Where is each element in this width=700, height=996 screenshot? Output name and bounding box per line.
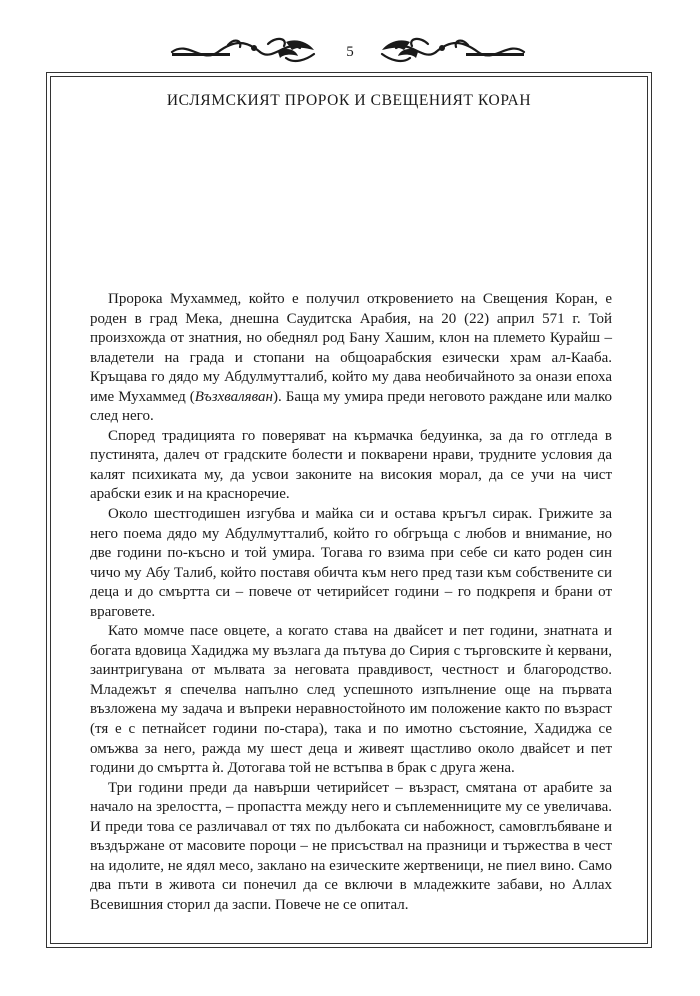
- ornament-right-icon: [378, 36, 528, 66]
- paragraph-1-emphasis: Възхваляван: [194, 388, 273, 405]
- chapter-title: ИСЛЯМСКИЯТ ПРОРОК И СВЕЩЕНИЯТ КОРАН: [166, 92, 532, 109]
- paragraph-2: Според традицията го поверяват на кърмачка бедуинка, за да го отгледа в пустинята, далеч от градските болести и покварени нрави, трудните условия да калят психиката му, да усвои законите на високия морал, да се учи на чист арабски език и на красноречие.: [90, 427, 612, 503]
- paragraph-1-end: ). Баща му умира преди неговото раждане или малко след него.: [90, 388, 612, 425]
- page-number: 5: [346, 44, 354, 60]
- paragraph-1-text: Пророка Мухаммед, който е получил откровението на Свещения Коран, е роден в град Мека, днешна Саудитска Арабия, на 20 (22) април 571 г. Той произхожда от знатния, но обеднял род Бану Хашим, клон на племето Курайш – владетели на града и стопани на общоарабския езически храм ал-Кааба. Кръщава го дядо му Абдулмутталиб, който му дава необичайното за онази епоха име Мухаммед (: [90, 291, 612, 405]
- paragraph-5: Три години преди да навърши четирийсет – възраст, смятана от арабите за начало на зрелостта, – пропастта между него и съплеменниците му се увеличава. И преди това се различавал от тях по дълбоката си набожност, самовглъбяване и въздържане от масовите пороци – не присъствал на празници и тържества в чест на идолите, не ядял месо, заклано на езическите жертвеници, не пиел вино. Само два пъти в живота си понечил да се включи в младежките забави, но Аллах Всевишния сторил да заспи. Повече не се опитал.: [90, 779, 612, 913]
- paragraph-3: Около шестгодишен изгубва и майка си и остава кръгъл сирак. Грижите за него поема дядо му Абдулмутталиб, който го обгръща с любов и внимание, но две години по-късно и той умира. Тогава го взима при себе си като роден син чичо му Абу Талиб, който поставя обичта към него пред тази към собствените си деца и до смъртта си – повече от четирийсет години – го подкрепя и брани от враговете.: [90, 506, 612, 620]
- paragraph-4: Като момче пасе овцете, а когато става на двайсет и пет години, знатната и богата вдовица Хадиджа му възлага да пътува до Сирия с търговските ѝ кервани, заинтригувана от мълвата за неговата правдивост, честност и благородство. Младежът я спечелва напълно след успешното изпълнение още на първата възложена му задача и въпреки неравностойното им положение както по възраст (тя е с петнайсет години по-стара), така и по имотно състояние, Хадиджа се омъжва за него, ражда му шест деца и живеят щастливо около двайсет и пет години до смъртта ѝ. Дотогава той не встъпва в брак с друга жена.: [90, 623, 612, 777]
- body-text: [90, 290, 612, 916]
- paragraph-1: [90, 290, 612, 427]
